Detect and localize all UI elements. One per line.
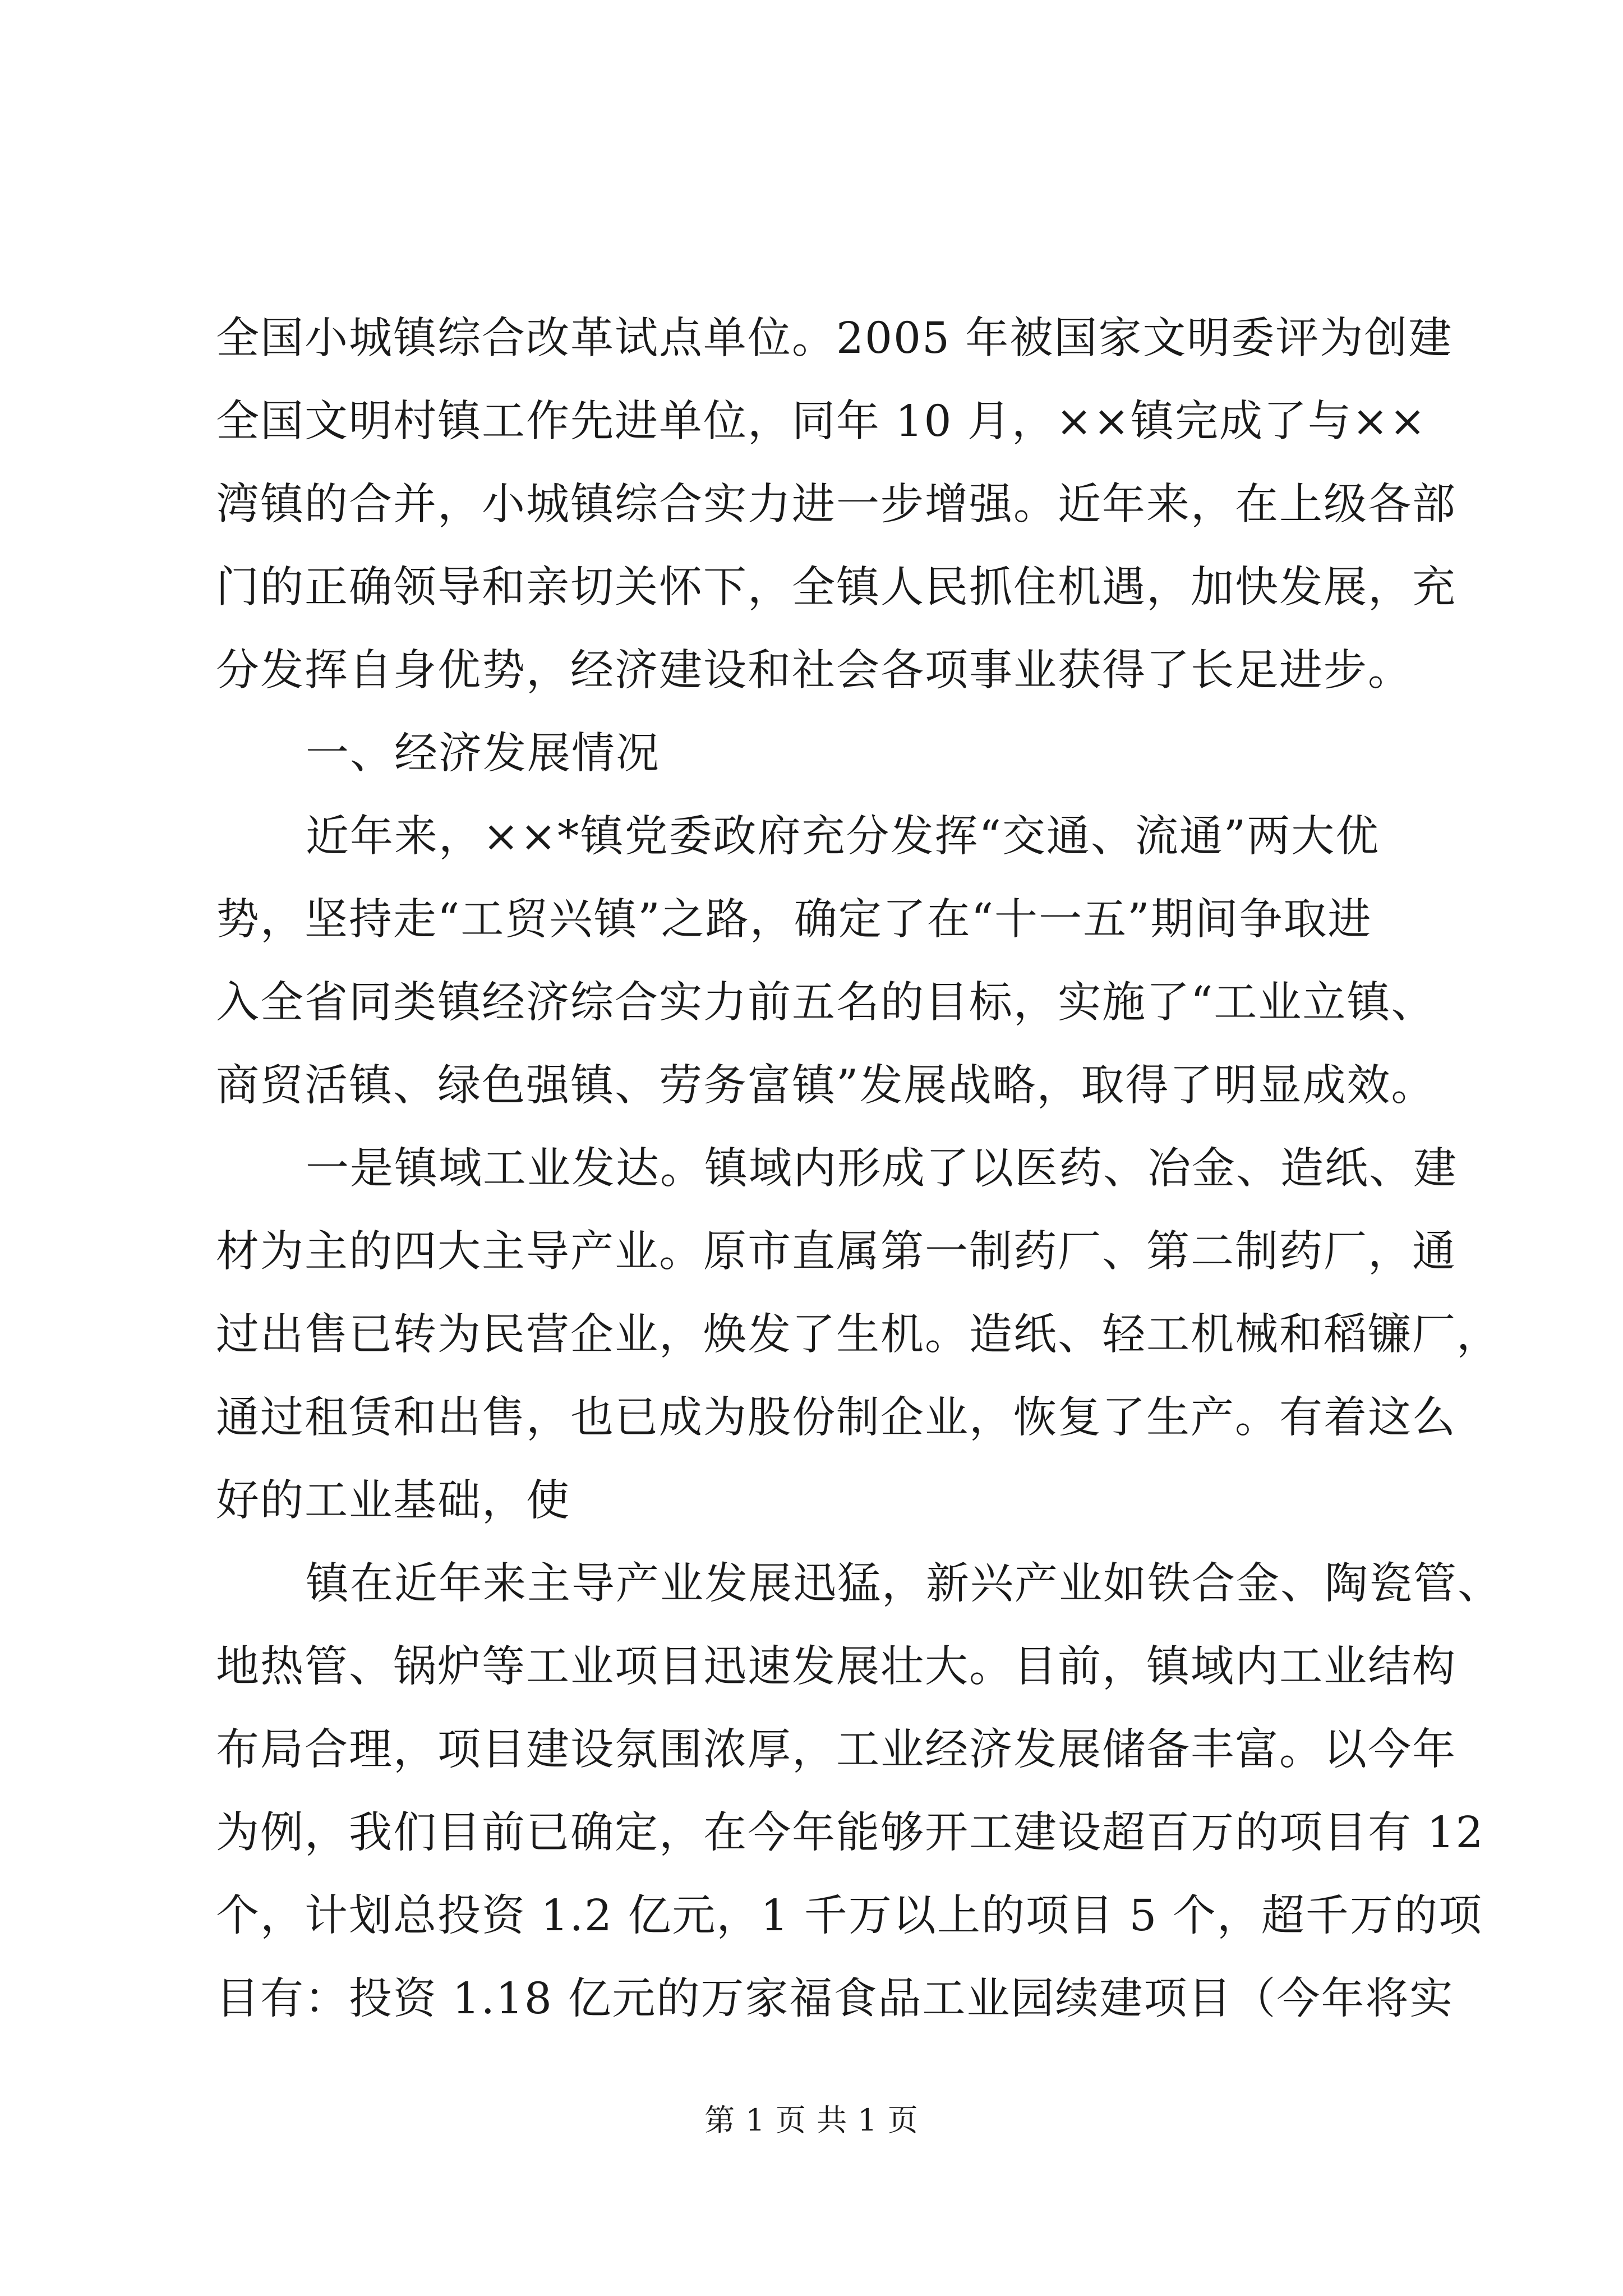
text-line-21: 目有：投资 1.18 亿元的万家福食品工业园续建项目（今年将实 <box>216 1974 1454 2024</box>
text-line-10: 商贸活镇、绿色强镇、劳务富镇”发展战略，取得了明显成效。 <box>216 1061 1436 1111</box>
text-line-11: 一是镇域工业发达。镇域内形成了以医药、冶金、造纸、建 <box>306 1144 1458 1194</box>
text-line-16: 镇在近年来主导产业发展迅猛，新兴产业如铁合金、陶瓷管、 <box>306 1559 1502 1609</box>
text-line-15: 好的工业基础，使 <box>216 1476 570 1526</box>
text-line-5: 分发挥自身优势，经济建设和社会各项事业获得了长足进步。 <box>216 646 1412 696</box>
text-line-14: 通过租赁和出售，也已成为股份制企业，恢复了生产。有着这么 <box>216 1393 1456 1443</box>
text-line-20: 个，计划总投资 1.2 亿元，1 千万以上的项目 5 个，超千万的项 <box>216 1891 1483 1941</box>
text-line-19: 为例，我们目前已确定，在今年能够开工建设超百万的项目有 12 <box>216 1808 1484 1858</box>
text-line-8: 势，坚持走“工贸兴镇”之路，确定了在“十一五”期间争取进 <box>216 895 1372 945</box>
section-heading: 一、经济发展情况 <box>306 729 660 779</box>
text-line-17: 地热管、锅炉等工业项目迅速发展壮大。目前，镇域内工业结构 <box>216 1642 1456 1692</box>
page-footer <box>0 2101 1623 2140</box>
text-line-9: 入全省同类镇经济综合实力前五名的目标，实施了“工业立镇、 <box>216 978 1436 1028</box>
text-line-13: 过出售已转为民营企业，焕发了生机。造纸、轻工机械和稻镰厂， <box>216 1310 1501 1360</box>
text-line-3: 湾镇的合并，小城镇综合实力进一步增强。近年来，在上级各部 <box>216 480 1456 530</box>
document-body <box>216 297 1502 2041</box>
text-line-18: 布局合理，项目建设氛围浓厚，工业经济发展储备丰富。以今年 <box>216 1725 1456 1775</box>
text-line-12: 材为主的四大主导产业。原市直属第一制药厂、第二制药厂，通 <box>216 1227 1456 1277</box>
text-line-7: 近年来，××*镇党委政府充分发挥“交通、流通”两大优 <box>306 812 1380 862</box>
text-line-2: 全国文明村镇工作先进单位，同年 10 月，××镇完成了与×× <box>216 397 1427 447</box>
text-line-4: 门的正确领导和亲切关怀下，全镇人民抓住机遇，加快发展，充 <box>216 563 1456 613</box>
text-line-1: 全国小城镇综合改革试点单位。2005 年被国家文明委评为创建 <box>216 314 1453 364</box>
page-number-label: 第 1 页 共 1 页 <box>704 2102 919 2138</box>
